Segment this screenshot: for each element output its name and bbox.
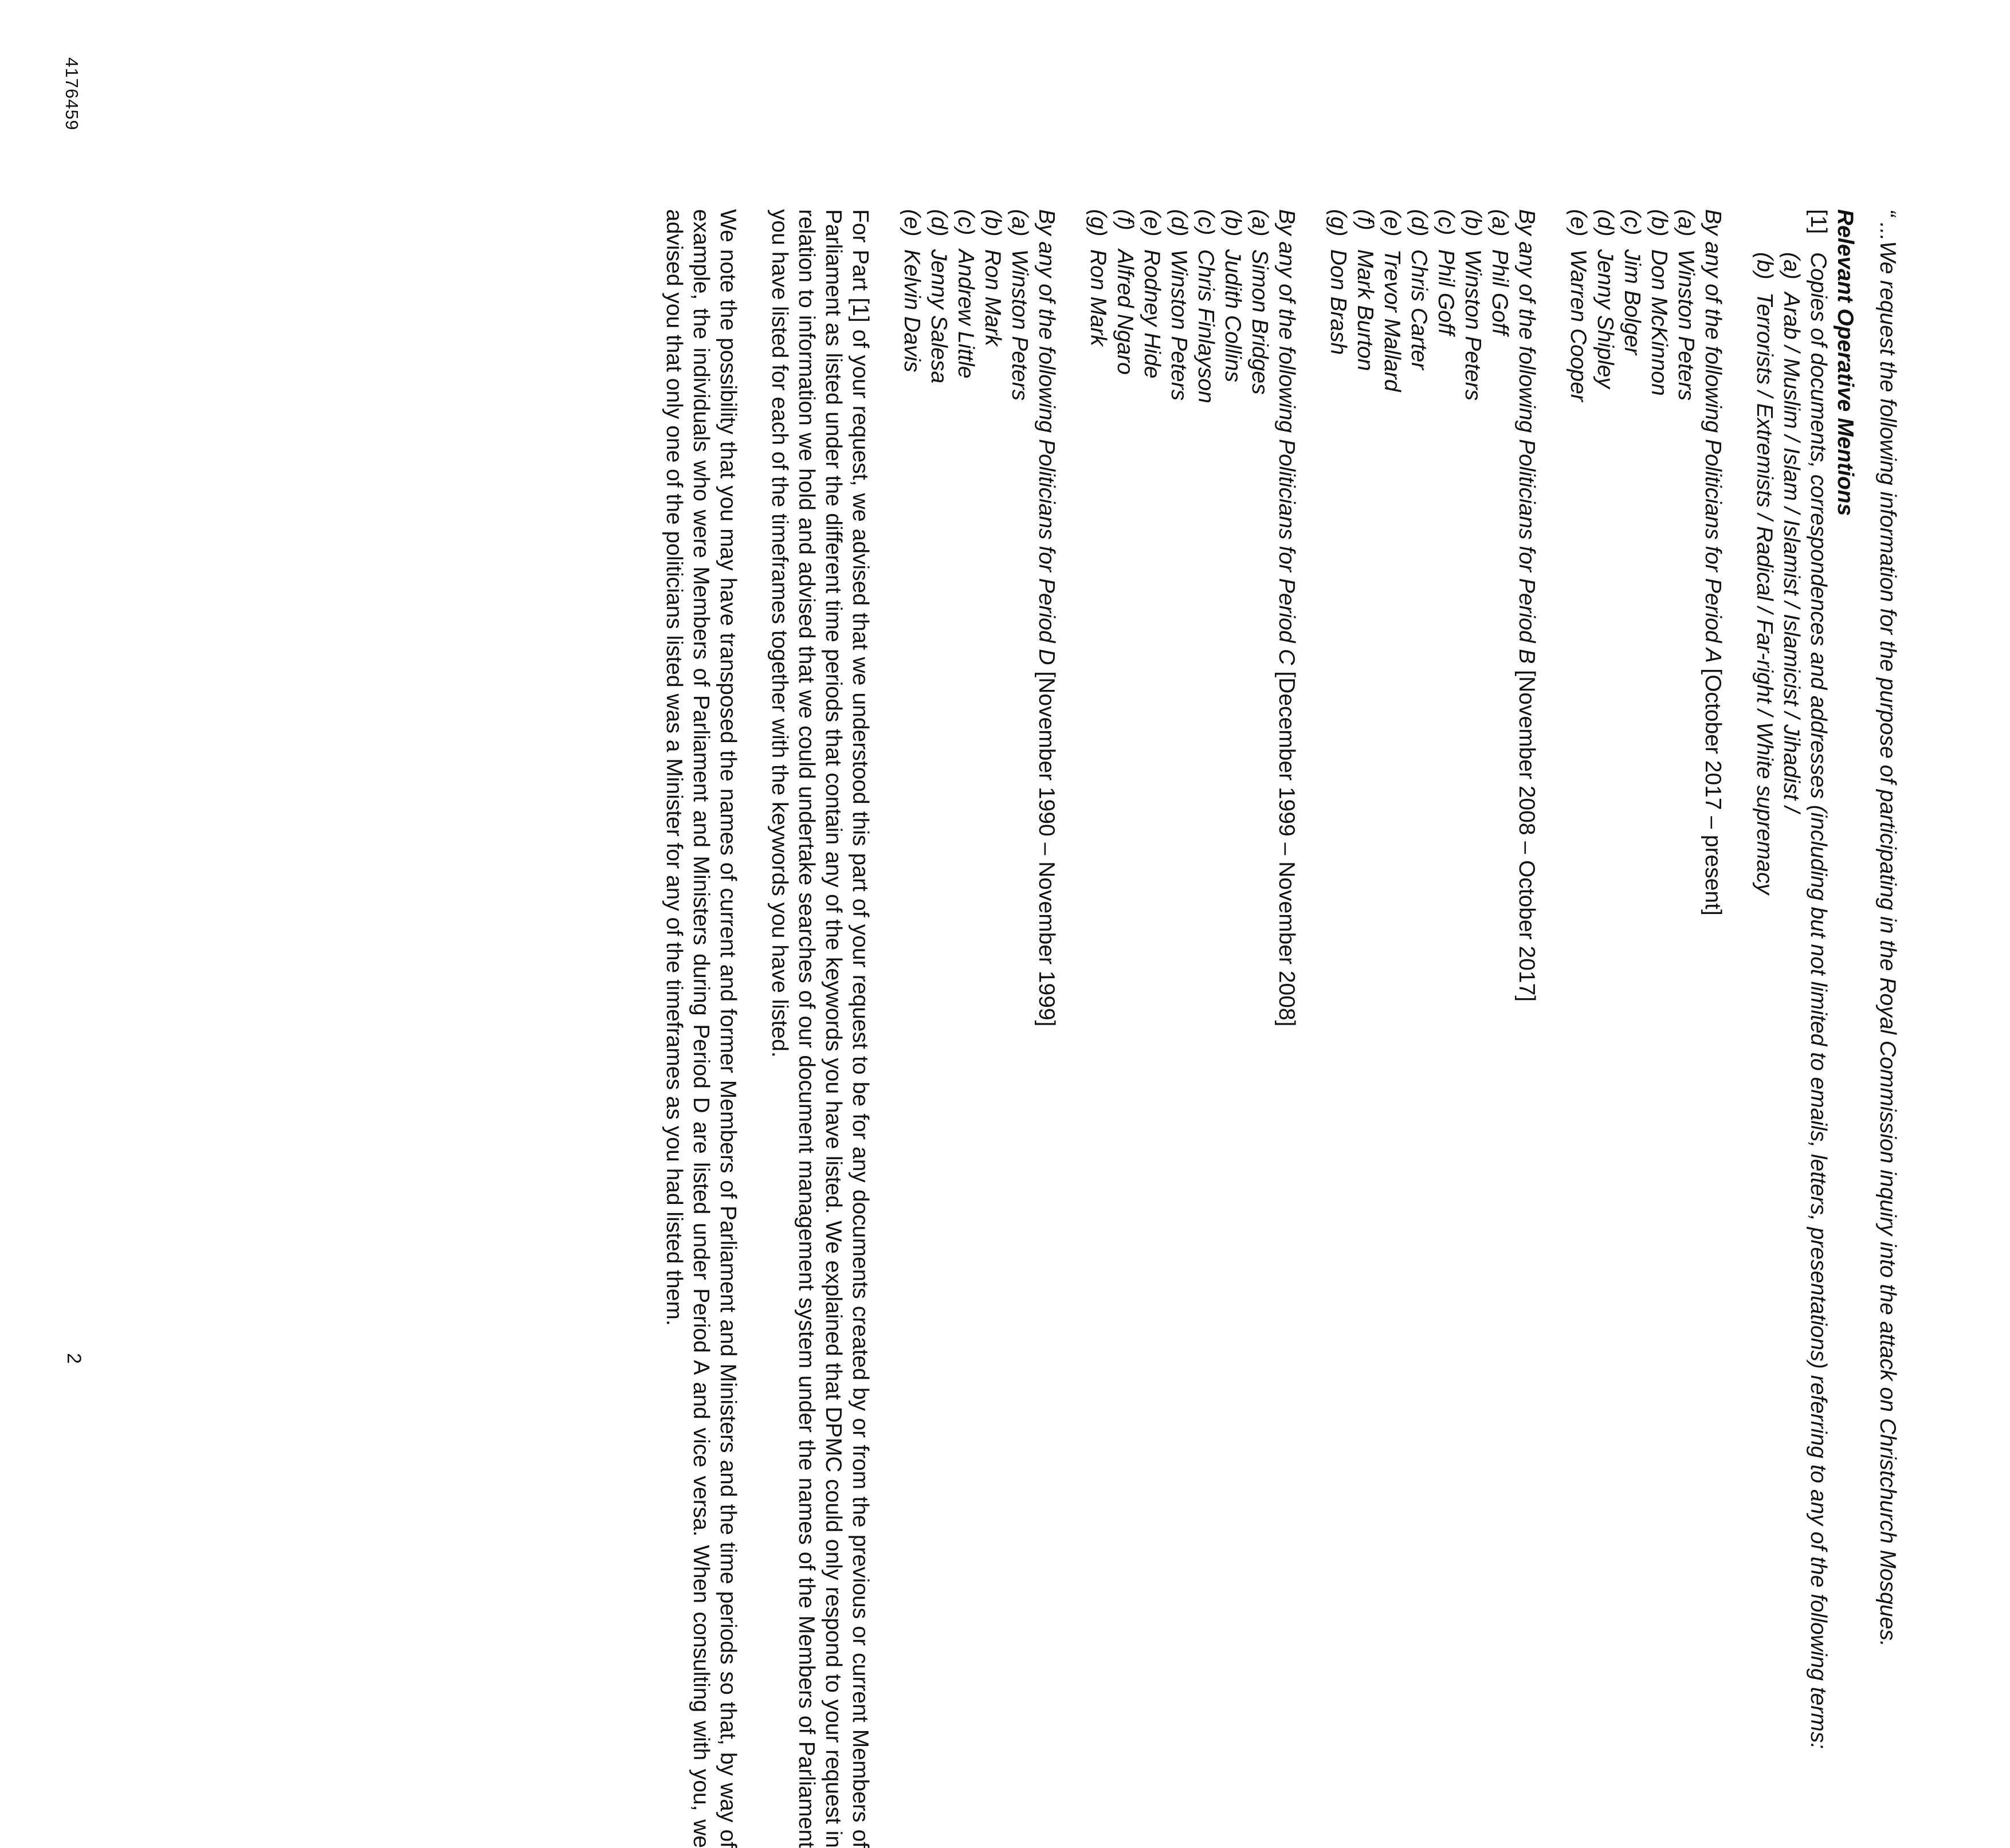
list-item: (a) Winston Peters [1007,209,1032,401]
list-item: (b) Terrorists / Extremists / Radical / Far-right / White supremacy [1752,252,1777,895]
period-a-range: [October 2017 – present] [1701,668,1725,916]
request-quote-text: ...We request the following information for the purpose of participating in the Royal Commission inquiry into the attack on Christchurch Mosques. [1875,222,1900,1647]
period-d-range: [November 1990 – November 1999] [1034,671,1059,1027]
list-item: (a) Winston Peters [1674,209,1698,401]
list-item: (a) Simon Bridges [1247,209,1272,395]
list-item: (b) Don McKinnon [1647,209,1671,396]
list-item: (d) Jenny Salesa [927,209,951,384]
document-id: 4176459 [62,57,82,131]
list-item: (e) Kelvin Davis [900,209,924,372]
keyword-terms-list [1751,209,1805,1848]
list-item: (c) Chris Finlayson [1194,209,1218,403]
list-item: (d) Winston Peters [1167,209,1191,401]
list-item: (a) Arab / Muslim / Islam / Islamist / Islamicist / Jihadist / [1779,252,1804,813]
part-description: Copies of documents, correspondences and addresses (including but not limited to emails, letters, presentations) referring to any of the following terms: [1806,252,1831,1749]
part-1 [1805,209,1832,1848]
response-paragraph-2: We note the possibility that you may have transposed the names of current and former Members of Parliament and Ministers and the time periods so that, by way of example, the individuals who were Members of Parliament and Ministers during Period D are listed under Period A and vice versa. When consulting with you, we advised you that only one of the politicians listed was a Minister for any of the timeframes as you had listed them. [662,209,740,1848]
part-number: [1] [1806,209,1831,234]
period-a-names [1565,209,1699,1848]
page-number: 2 [63,1353,85,1364]
period-c-names [1085,209,1273,1848]
list-item: (g) Ron Mark [1086,209,1110,347]
list-item: (d) Chris Carter [1407,209,1431,370]
section-heading: Relevant Operative Mentions [1833,209,1858,516]
list-item: (b) Winston Peters [1461,209,1485,401]
list-item: (e) Warren Cooper [1566,209,1591,402]
list-item: (f) Mark Burton [1353,209,1377,371]
list-item: (c) Phil Goff [1434,209,1458,335]
opening-quote-mark: “ [1875,209,1900,217]
page-content [636,209,1901,1848]
response-paragraph-1: For Part [1] of your request, we advised that we understood this part of your request to be for any documents created by or from the previous or current Members of Parliament as listed under the different time periods that contain any of the keywords you have listed. We explained that DPMC could only respond to your request in relation to information we hold and advised that we could undertake searches of our document management system under the names of the Members of Parliament you have listed for each of the timeframes together with the keywords you have listed. [767,209,873,1848]
period-a-heading: By any of the following Politicians for Period A [October 2017 – present] [1701,209,1725,916]
list-item: (e) Trevor Mallard [1380,209,1404,392]
list-item: (b) Ron Mark [980,209,1005,347]
period-b-range: [November 2008 – October 2017] [1514,670,1539,1002]
list-item: (c) Jim Bolger [1620,209,1644,355]
period-d-heading: By any of the following Politicians for Period D [November 1990 – November 1999] [1034,209,1059,1027]
list-item: (e) Rodney Hide [1140,209,1164,379]
period-c-range: [December 1999 – November 2008] [1274,671,1299,1027]
period-c-heading: By any of the following Politicians for Period C [December 1999 – November 2008] [1274,209,1299,1027]
list-item: (b) Judith Collins [1220,209,1245,382]
list-item: (d) Jenny Shipley [1593,209,1618,389]
list-item: (g) Don Brash [1326,209,1351,355]
list-item: (c) Andrew Little [953,209,978,379]
list-item: (f) Alfred Ngaro [1113,209,1137,375]
period-b-heading: By any of the following Politicians for Period B [November 2008 – October 2017] [1514,209,1539,1002]
request-quote [1874,209,1901,1848]
period-d-names [898,209,1033,1848]
list-item: (a) Phil Goff [1487,209,1512,335]
period-b-names [1325,209,1513,1848]
